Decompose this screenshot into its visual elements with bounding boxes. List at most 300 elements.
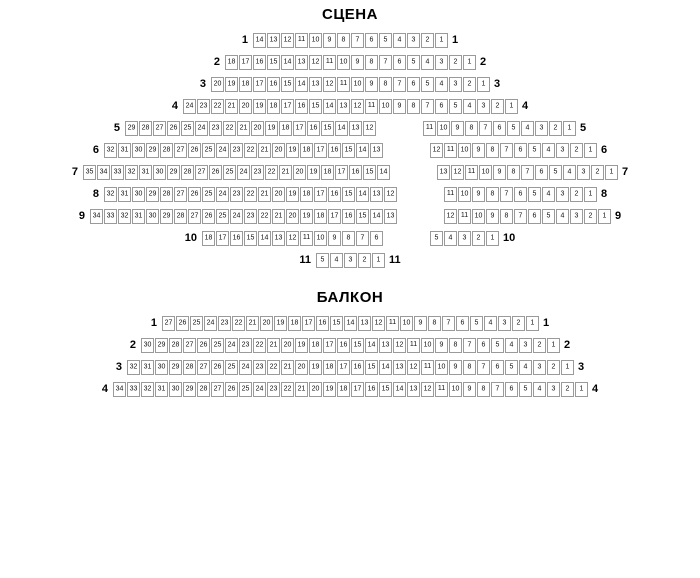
seat[interactable] (258, 209, 271, 224)
seat[interactable] (584, 143, 597, 158)
seat[interactable] (444, 143, 457, 158)
seat[interactable] (328, 187, 341, 202)
seat[interactable] (521, 121, 534, 136)
seat[interactable] (90, 209, 103, 224)
seat[interactable] (321, 121, 334, 136)
seat[interactable] (323, 33, 336, 48)
seat[interactable] (204, 316, 217, 331)
seat[interactable] (379, 33, 392, 48)
seat[interactable] (344, 253, 357, 268)
seat[interactable] (451, 121, 464, 136)
seat[interactable] (477, 99, 490, 114)
seat[interactable] (505, 338, 518, 353)
seat[interactable] (139, 121, 152, 136)
seat[interactable] (281, 55, 294, 70)
seat[interactable] (421, 33, 434, 48)
seat[interactable] (370, 209, 383, 224)
seat[interactable] (218, 316, 231, 331)
seat[interactable] (314, 143, 327, 158)
seat[interactable] (244, 187, 257, 202)
seat[interactable] (272, 231, 285, 246)
seat[interactable] (211, 360, 224, 375)
seat[interactable] (372, 253, 385, 268)
seat[interactable] (465, 121, 478, 136)
seat[interactable] (542, 209, 555, 224)
seat[interactable] (288, 316, 301, 331)
seat[interactable] (167, 121, 180, 136)
seat[interactable] (407, 33, 420, 48)
seat[interactable] (239, 360, 252, 375)
seat[interactable] (351, 33, 364, 48)
seat[interactable] (197, 99, 210, 114)
seat[interactable] (286, 231, 299, 246)
seat[interactable] (223, 121, 236, 136)
seat[interactable] (349, 165, 362, 180)
seat[interactable] (323, 338, 336, 353)
seat[interactable] (519, 382, 532, 397)
seat[interactable] (435, 338, 448, 353)
seat[interactable] (472, 143, 485, 158)
seat[interactable] (323, 360, 336, 375)
seat[interactable] (435, 382, 448, 397)
seat[interactable] (449, 382, 462, 397)
seat[interactable] (202, 143, 215, 158)
seat[interactable] (477, 382, 490, 397)
seat[interactable] (421, 338, 434, 353)
seat[interactable] (321, 165, 334, 180)
seat[interactable] (132, 143, 145, 158)
seat[interactable] (323, 55, 336, 70)
seat[interactable] (437, 121, 450, 136)
seat[interactable] (169, 382, 182, 397)
seat[interactable] (365, 360, 378, 375)
seat[interactable] (486, 231, 499, 246)
seat[interactable] (514, 143, 527, 158)
seat[interactable] (141, 360, 154, 375)
seat[interactable] (281, 360, 294, 375)
seat[interactable] (379, 55, 392, 70)
seat[interactable] (549, 165, 562, 180)
seat[interactable] (281, 99, 294, 114)
seat[interactable] (351, 338, 364, 353)
seat[interactable] (421, 360, 434, 375)
seat[interactable] (344, 316, 357, 331)
seat[interactable] (393, 55, 406, 70)
seat[interactable] (337, 77, 350, 92)
seat[interactable] (174, 187, 187, 202)
seat[interactable] (470, 316, 483, 331)
seat[interactable] (407, 360, 420, 375)
seat[interactable] (363, 121, 376, 136)
seat[interactable] (230, 231, 243, 246)
seat[interactable] (449, 55, 462, 70)
seat[interactable] (556, 143, 569, 158)
seat[interactable] (146, 187, 159, 202)
seat[interactable] (428, 316, 441, 331)
seat[interactable] (104, 143, 117, 158)
seat[interactable] (372, 316, 385, 331)
seat[interactable] (384, 209, 397, 224)
seat[interactable] (225, 360, 238, 375)
seat[interactable] (379, 338, 392, 353)
seat[interactable] (118, 209, 131, 224)
seat[interactable] (414, 316, 427, 331)
seat[interactable] (328, 209, 341, 224)
seat[interactable] (281, 338, 294, 353)
seat[interactable] (323, 382, 336, 397)
seat[interactable] (239, 55, 252, 70)
seat[interactable] (351, 382, 364, 397)
seat[interactable] (216, 209, 229, 224)
seat[interactable] (365, 99, 378, 114)
seat[interactable] (435, 99, 448, 114)
seat[interactable] (309, 382, 322, 397)
seat[interactable] (307, 121, 320, 136)
seat[interactable] (309, 99, 322, 114)
seat[interactable] (393, 77, 406, 92)
seat[interactable] (556, 209, 569, 224)
seat[interactable] (302, 316, 315, 331)
seat[interactable] (477, 360, 490, 375)
seat[interactable] (267, 360, 280, 375)
seat[interactable] (253, 360, 266, 375)
seat[interactable] (174, 143, 187, 158)
seat[interactable] (351, 99, 364, 114)
seat[interactable] (281, 77, 294, 92)
seat[interactable] (337, 360, 350, 375)
seat[interactable] (526, 316, 539, 331)
seat[interactable] (258, 231, 271, 246)
seat[interactable] (514, 209, 527, 224)
seat[interactable] (316, 253, 329, 268)
seat[interactable] (225, 77, 238, 92)
seat[interactable] (265, 165, 278, 180)
seat[interactable] (337, 55, 350, 70)
seat[interactable] (337, 33, 350, 48)
seat[interactable] (463, 382, 476, 397)
seat[interactable] (435, 360, 448, 375)
seat[interactable] (547, 360, 560, 375)
seat[interactable] (253, 99, 266, 114)
seat[interactable] (535, 121, 548, 136)
seat[interactable] (146, 209, 159, 224)
seat[interactable] (379, 360, 392, 375)
seat[interactable] (451, 165, 464, 180)
seat[interactable] (155, 360, 168, 375)
seat[interactable] (358, 316, 371, 331)
seat[interactable] (197, 382, 210, 397)
seat[interactable] (351, 360, 364, 375)
seat[interactable] (444, 231, 457, 246)
seat[interactable] (465, 165, 478, 180)
seat[interactable] (230, 209, 243, 224)
seat[interactable] (279, 121, 292, 136)
seat[interactable] (463, 77, 476, 92)
seat[interactable] (370, 187, 383, 202)
seat[interactable] (542, 187, 555, 202)
seat[interactable] (230, 143, 243, 158)
seat[interactable] (407, 55, 420, 70)
seat[interactable] (563, 165, 576, 180)
seat[interactable] (258, 143, 271, 158)
seat[interactable] (251, 165, 264, 180)
seat[interactable] (125, 121, 138, 136)
seat[interactable] (400, 316, 413, 331)
seat[interactable] (519, 338, 532, 353)
seat[interactable] (258, 187, 271, 202)
seat[interactable] (188, 187, 201, 202)
seat[interactable] (547, 382, 560, 397)
seat[interactable] (500, 143, 513, 158)
seat[interactable] (393, 382, 406, 397)
seat[interactable] (379, 382, 392, 397)
seat[interactable] (225, 382, 238, 397)
seat[interactable] (328, 143, 341, 158)
seat[interactable] (253, 77, 266, 92)
seat[interactable] (365, 77, 378, 92)
seat[interactable] (449, 99, 462, 114)
seat[interactable] (351, 55, 364, 70)
seat[interactable] (272, 143, 285, 158)
seat[interactable] (295, 99, 308, 114)
seat[interactable] (202, 231, 215, 246)
seat[interactable] (253, 33, 266, 48)
seat[interactable] (342, 209, 355, 224)
seat[interactable] (575, 382, 588, 397)
seat[interactable] (507, 165, 520, 180)
seat[interactable] (246, 316, 259, 331)
seat[interactable] (323, 77, 336, 92)
seat[interactable] (370, 143, 383, 158)
seat[interactable] (337, 382, 350, 397)
seat[interactable] (197, 360, 210, 375)
seat[interactable] (260, 316, 273, 331)
seat[interactable] (605, 165, 618, 180)
seat[interactable] (202, 209, 215, 224)
seat[interactable] (463, 338, 476, 353)
seat[interactable] (307, 165, 320, 180)
seat[interactable] (300, 187, 313, 202)
seat[interactable] (358, 253, 371, 268)
seat[interactable] (223, 165, 236, 180)
seat[interactable] (125, 165, 138, 180)
seat[interactable] (272, 209, 285, 224)
seat[interactable] (351, 77, 364, 92)
seat[interactable] (407, 382, 420, 397)
seat[interactable] (237, 121, 250, 136)
seat[interactable] (561, 382, 574, 397)
seat[interactable] (421, 77, 434, 92)
seat[interactable] (195, 121, 208, 136)
seat[interactable] (491, 99, 504, 114)
seat[interactable] (300, 231, 313, 246)
seat[interactable] (458, 231, 471, 246)
seat[interactable] (239, 382, 252, 397)
seat[interactable] (272, 187, 285, 202)
seat[interactable] (393, 360, 406, 375)
seat[interactable] (479, 121, 492, 136)
seat[interactable] (393, 33, 406, 48)
seat[interactable] (500, 187, 513, 202)
seat[interactable] (486, 187, 499, 202)
seat[interactable] (267, 33, 280, 48)
seat[interactable] (309, 360, 322, 375)
seat[interactable] (295, 382, 308, 397)
seat[interactable] (528, 209, 541, 224)
seat[interactable] (286, 143, 299, 158)
seat[interactable] (314, 209, 327, 224)
seat[interactable] (335, 121, 348, 136)
seat[interactable] (477, 77, 490, 92)
seat[interactable] (323, 99, 336, 114)
seat[interactable] (239, 338, 252, 353)
seat[interactable] (472, 231, 485, 246)
seat[interactable] (449, 360, 462, 375)
seat[interactable] (97, 165, 110, 180)
seat[interactable] (267, 77, 280, 92)
seat[interactable] (239, 99, 252, 114)
seat[interactable] (169, 338, 182, 353)
seat[interactable] (342, 143, 355, 158)
seat[interactable] (176, 316, 189, 331)
seat[interactable] (463, 360, 476, 375)
seat[interactable] (356, 143, 369, 158)
seat[interactable] (188, 143, 201, 158)
seat[interactable] (463, 55, 476, 70)
seat[interactable] (300, 209, 313, 224)
seat[interactable] (211, 382, 224, 397)
seat[interactable] (118, 187, 131, 202)
seat[interactable] (519, 360, 532, 375)
seat[interactable] (407, 338, 420, 353)
seat[interactable] (153, 121, 166, 136)
seat[interactable] (216, 143, 229, 158)
seat[interactable] (141, 338, 154, 353)
seat[interactable] (505, 360, 518, 375)
seat[interactable] (535, 165, 548, 180)
seat[interactable] (491, 382, 504, 397)
seat[interactable] (111, 165, 124, 180)
seat[interactable] (421, 382, 434, 397)
seat[interactable] (444, 209, 457, 224)
seat[interactable] (316, 316, 329, 331)
seat[interactable] (533, 382, 546, 397)
seat[interactable] (514, 187, 527, 202)
seat[interactable] (442, 316, 455, 331)
seat[interactable] (458, 209, 471, 224)
seat[interactable] (349, 121, 362, 136)
seat[interactable] (146, 143, 159, 158)
seat[interactable] (216, 187, 229, 202)
seat[interactable] (435, 77, 448, 92)
seat[interactable] (472, 187, 485, 202)
seat[interactable] (342, 187, 355, 202)
seat[interactable] (561, 360, 574, 375)
seat[interactable] (239, 77, 252, 92)
seat[interactable] (444, 187, 457, 202)
seat[interactable] (225, 338, 238, 353)
seat[interactable] (570, 187, 583, 202)
seat[interactable] (449, 77, 462, 92)
seat[interactable] (365, 33, 378, 48)
seat[interactable] (232, 316, 245, 331)
seat[interactable] (533, 338, 546, 353)
seat[interactable] (195, 165, 208, 180)
seat[interactable] (570, 209, 583, 224)
seat[interactable] (570, 143, 583, 158)
seat[interactable] (486, 143, 499, 158)
seat[interactable] (244, 231, 257, 246)
seat[interactable] (295, 360, 308, 375)
seat[interactable] (379, 77, 392, 92)
seat[interactable] (365, 382, 378, 397)
seat[interactable] (370, 231, 383, 246)
seat[interactable] (512, 316, 525, 331)
seat[interactable] (127, 360, 140, 375)
seat[interactable] (356, 231, 369, 246)
seat[interactable] (295, 338, 308, 353)
seat[interactable] (314, 187, 327, 202)
seat[interactable] (458, 187, 471, 202)
seat[interactable] (237, 165, 250, 180)
seat[interactable] (500, 209, 513, 224)
seat[interactable] (253, 338, 266, 353)
seat[interactable] (493, 165, 506, 180)
seat[interactable] (183, 338, 196, 353)
seat[interactable] (253, 55, 266, 70)
seat[interactable] (328, 231, 341, 246)
seat[interactable] (153, 165, 166, 180)
seat[interactable] (584, 187, 597, 202)
seat[interactable] (174, 209, 187, 224)
seat[interactable] (491, 338, 504, 353)
seat[interactable] (479, 165, 492, 180)
seat[interactable] (155, 338, 168, 353)
seat[interactable] (141, 382, 154, 397)
seat[interactable] (335, 165, 348, 180)
seat[interactable] (421, 99, 434, 114)
seat[interactable] (437, 165, 450, 180)
seat[interactable] (160, 143, 173, 158)
seat[interactable] (225, 99, 238, 114)
seat[interactable] (104, 187, 117, 202)
seat[interactable] (549, 121, 562, 136)
seat[interactable] (393, 99, 406, 114)
seat[interactable] (591, 165, 604, 180)
seat[interactable] (118, 143, 131, 158)
seat[interactable] (430, 143, 443, 158)
seat[interactable] (295, 55, 308, 70)
seat[interactable] (279, 165, 292, 180)
seat[interactable] (265, 121, 278, 136)
seat[interactable] (160, 209, 173, 224)
seat[interactable] (486, 209, 499, 224)
seat[interactable] (584, 209, 597, 224)
seat[interactable] (225, 55, 238, 70)
seat[interactable] (167, 165, 180, 180)
seat[interactable] (181, 121, 194, 136)
seat[interactable] (267, 338, 280, 353)
seat[interactable] (162, 316, 175, 331)
seat[interactable] (209, 165, 222, 180)
seat[interactable] (491, 360, 504, 375)
seat[interactable] (160, 187, 173, 202)
seat[interactable] (281, 382, 294, 397)
seat[interactable] (309, 77, 322, 92)
seat[interactable] (342, 231, 355, 246)
seat[interactable] (293, 165, 306, 180)
seat[interactable] (295, 33, 308, 48)
